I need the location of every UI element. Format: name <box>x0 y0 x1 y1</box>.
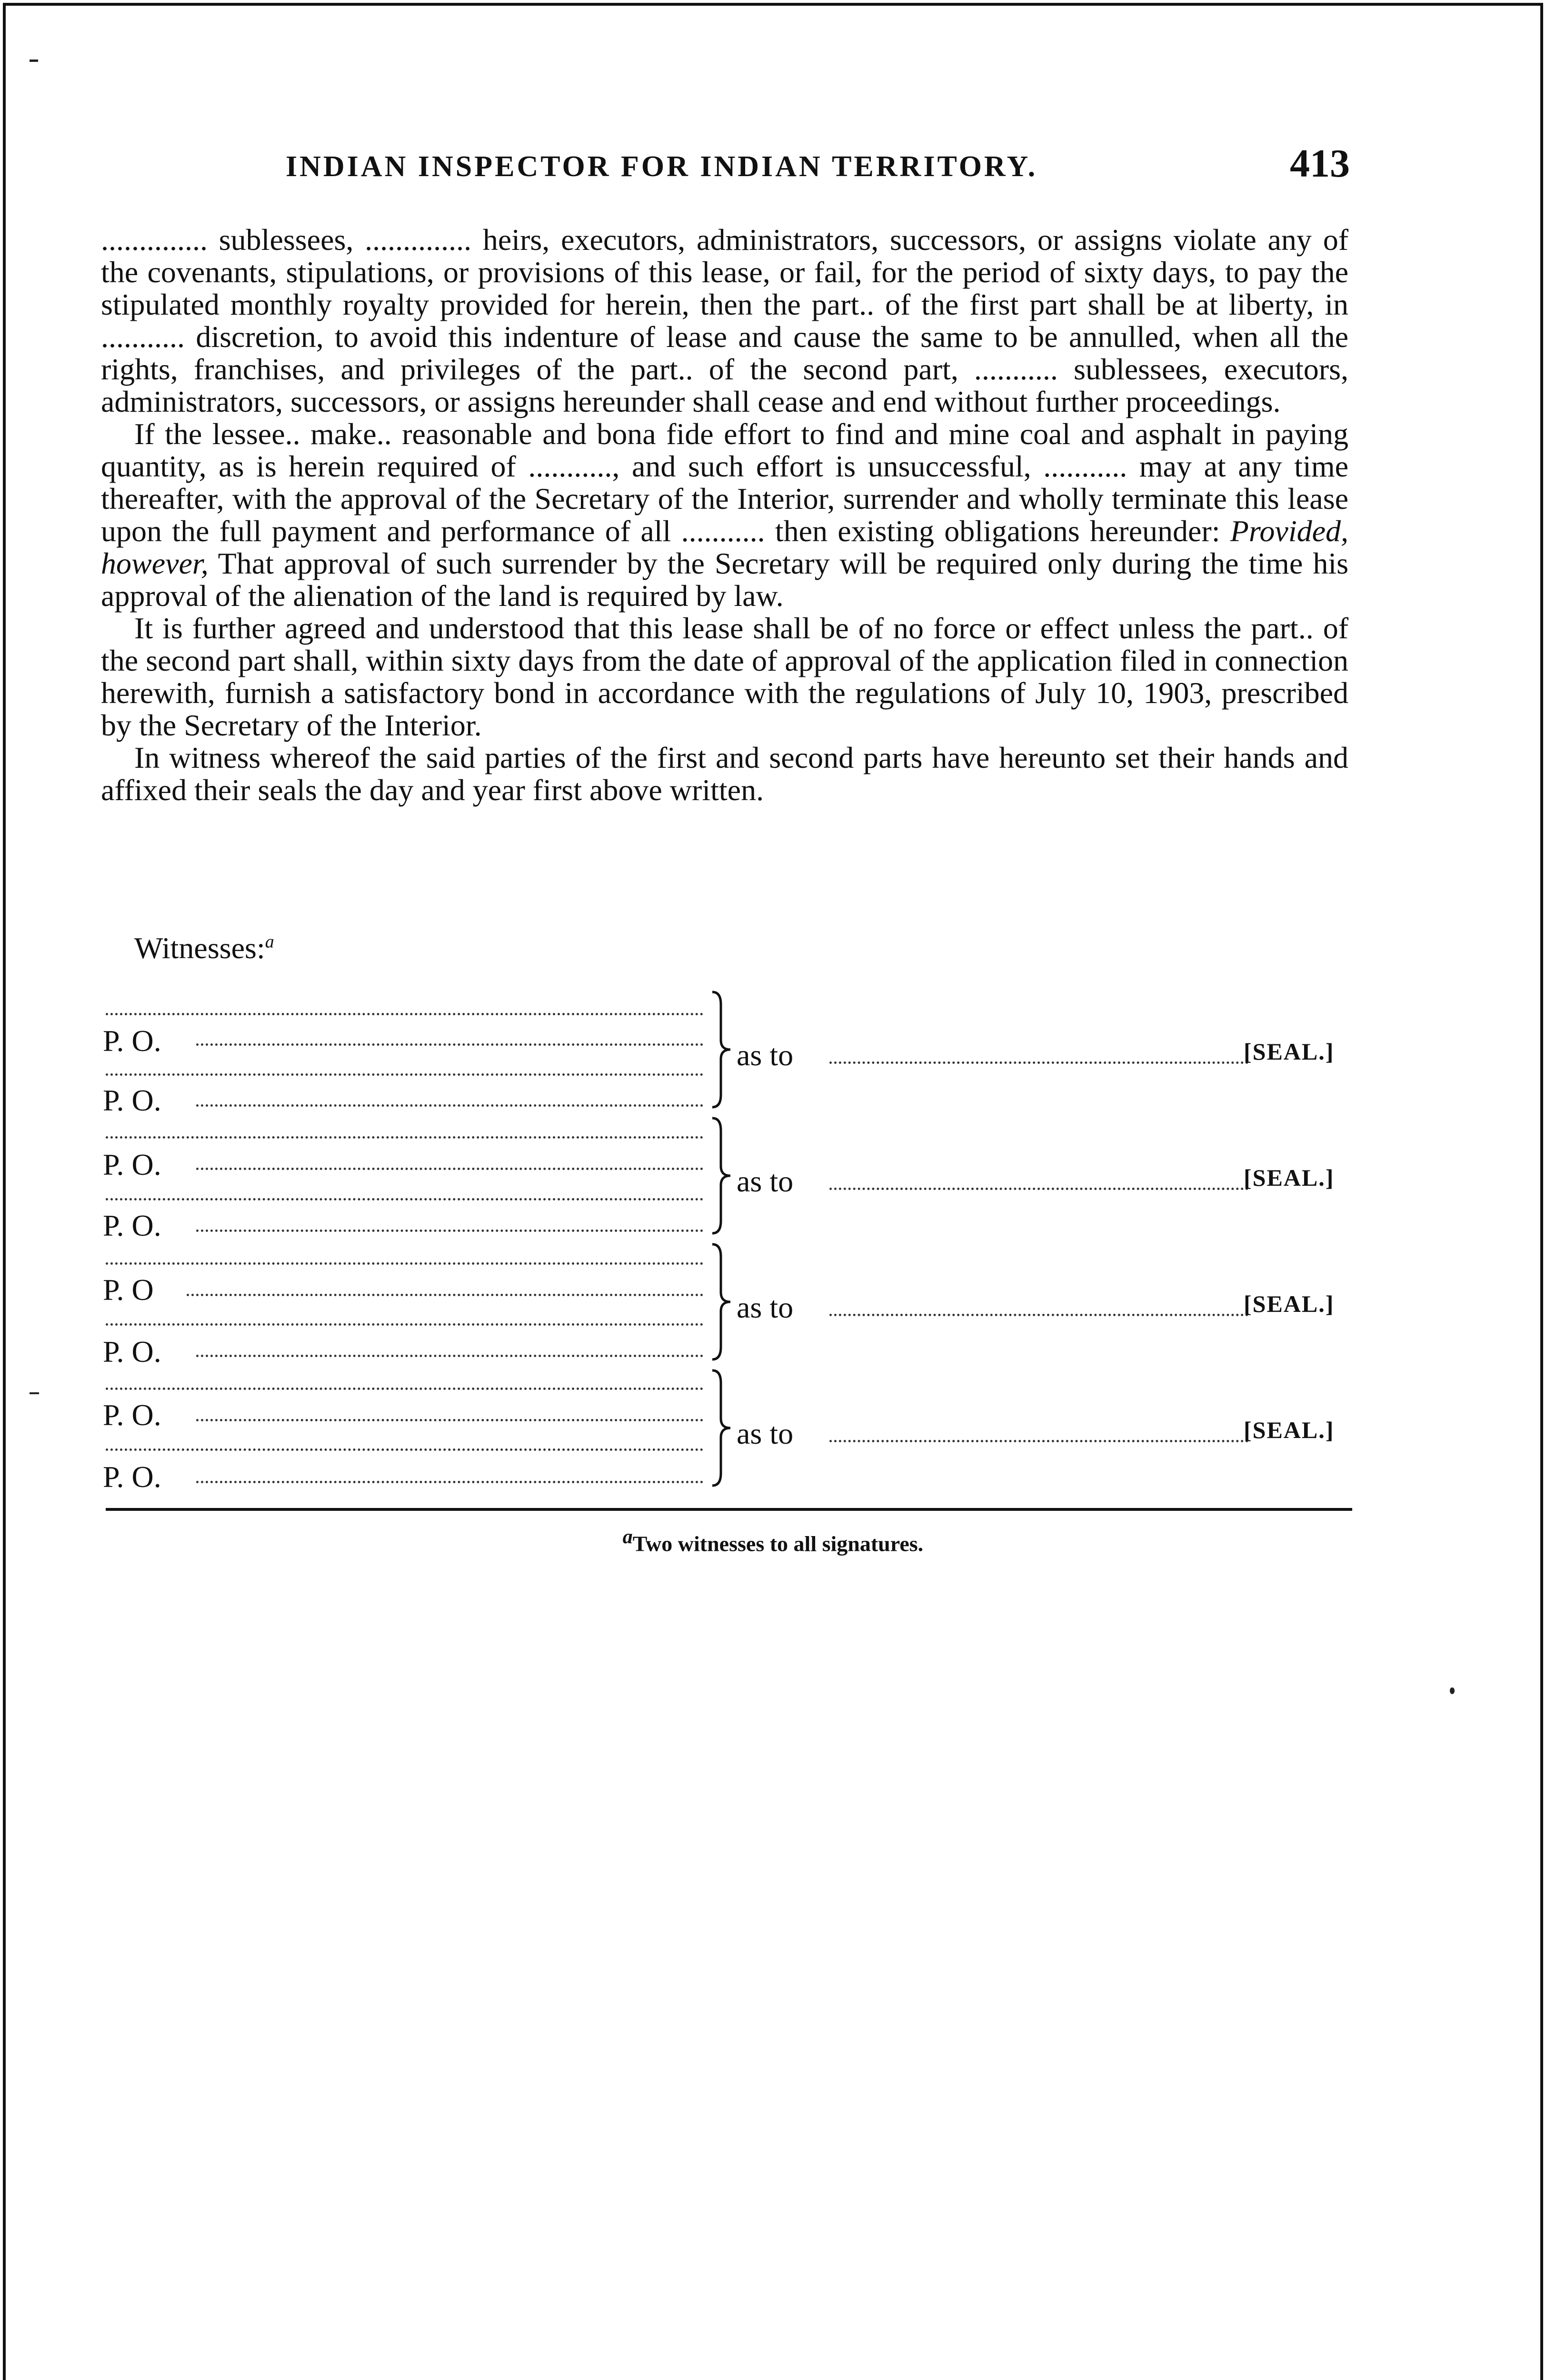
seal-label: [SEAL.] <box>1244 1164 1335 1191</box>
surrender-clause-text: If the lessee.. make.. reasonable and bona fide effort to find and mine coal and asphalt in paying quantity, as is herein required of ..........., and such effort is unsuccessful, ........... may at any time thereafter, with the approval of the Secretary of the Interior, surrender and wholly terminate this lease upon the full payment and performance of all ........... then existing obligations hereunder: <box>101 417 1348 548</box>
po-address-line <box>196 1419 703 1421</box>
scan-speck <box>30 1392 39 1394</box>
witness-signature-line <box>106 1448 703 1451</box>
witness-signature-line <box>106 1013 703 1015</box>
witness-lines <box>101 1116 706 1240</box>
witness-signature-line <box>106 1262 703 1265</box>
paragraph-default-clause: .............. sublessees, .............. heirs, executors, administrators, successors, or assigns violate any of the covenants, stipulations, or provisions of this lease, or fail, for the period of sixty days, to pay the stipulated monthly royalty provided for herein, then the part.. of the first part shall be at liberty, in ........... discretion, to avoid this indenture of lease and cause the same to be annulled, when all the rights, franchises, and privileges of the part.. of the second part, ........... sublessees, executors, administrators, successors, or assigns hereunder shall cease and end without further proceedings. <box>101 223 1348 418</box>
running-head: INDIAN INSPECTOR FOR INDIAN TERRITORY. <box>286 150 1038 183</box>
right-brace-icon <box>710 990 734 1109</box>
proviso-italic-however: however, <box>101 546 209 580</box>
principal-signature-line <box>829 1188 1248 1190</box>
signature-block <box>101 1242 1353 1366</box>
signature-block <box>101 990 1353 1117</box>
signature-block <box>101 1368 1353 1492</box>
footnote-rule <box>106 1508 1352 1511</box>
principal-signature-line <box>829 1440 1248 1442</box>
principal-signature-line <box>829 1061 1248 1064</box>
po-label: P. O. <box>103 1148 161 1181</box>
witness-lines <box>101 1368 706 1492</box>
witnesses-label: Witnesses:$^a$ <box>134 931 274 965</box>
witness-signature-line <box>106 1073 703 1076</box>
po-label: P. O. <box>103 1209 161 1242</box>
witness-signature-line <box>106 1136 703 1139</box>
po-label: P. O. <box>103 1083 161 1117</box>
po-label: P. O. <box>103 1335 161 1368</box>
seal-label: [SEAL.] <box>1244 1038 1335 1065</box>
po-address-line <box>187 1294 703 1296</box>
witness-signature-line <box>106 1198 703 1200</box>
seal-label: [SEAL.] <box>1244 1290 1335 1317</box>
footnote <box>0 1526 1546 1556</box>
paragraph-bond-clause: It is further agreed and understood that this lease shall be of no force or effect unless the part.. of the second part shall, within sixty days from the date of approval of the application filed in connection herewith, furnish a satisfactory bond in accordance with the regulations of July 10, 1903, prescribed by the Secretary of the Interior. <box>101 611 1348 742</box>
proviso-text: That approval of such surrender by the Secretary will be required only during the time his approval of the alienation of the land is required by law. <box>101 546 1349 613</box>
po-address-line <box>196 1043 703 1046</box>
witness-lines <box>101 990 706 1117</box>
principal-signature-line <box>829 1314 1248 1316</box>
paragraph-witness-clause: In witness whereof the said parties of the first and second parts have hereunto set their hands and affixed their seals the day and year first above written. <box>101 741 1348 807</box>
po-address-line <box>196 1355 703 1357</box>
po-label: P. O <box>103 1273 154 1307</box>
seal-label: [SEAL.] <box>1244 1417 1335 1443</box>
witness-signature-line <box>106 1323 703 1326</box>
footnote-marker: a <box>622 1526 633 1548</box>
lease-body <box>101 224 1348 806</box>
right-brace-icon <box>710 1368 734 1488</box>
po-address-line <box>196 1104 703 1107</box>
scan-speck <box>30 60 38 62</box>
as-to-label: as to <box>737 1038 794 1072</box>
right-brace-icon <box>710 1242 734 1361</box>
scan-speck <box>1450 1687 1455 1694</box>
po-label: P. O. <box>103 1398 161 1432</box>
signature-block <box>101 1116 1353 1240</box>
right-brace-icon <box>710 1116 734 1235</box>
proviso-italic-provided: Provided, <box>1230 514 1349 548</box>
witness-signature-line <box>106 1388 703 1390</box>
po-label: P. O. <box>103 1024 161 1058</box>
as-to-label: as to <box>737 1417 794 1450</box>
po-address-line <box>196 1168 703 1170</box>
page-number: 413 <box>1290 141 1350 186</box>
as-to-label: as to <box>737 1290 794 1324</box>
witnesses-footnote-marker: a <box>265 932 274 952</box>
po-address-line <box>196 1481 703 1483</box>
footnote-text: Two witnesses to all signatures. <box>632 1531 924 1556</box>
paragraph-surrender-clause <box>101 418 1348 612</box>
po-address-line <box>196 1230 703 1232</box>
po-label: P. O. <box>103 1460 161 1494</box>
witness-lines <box>101 1242 706 1366</box>
as-to-label: as to <box>737 1164 794 1198</box>
page-header <box>102 140 1350 193</box>
